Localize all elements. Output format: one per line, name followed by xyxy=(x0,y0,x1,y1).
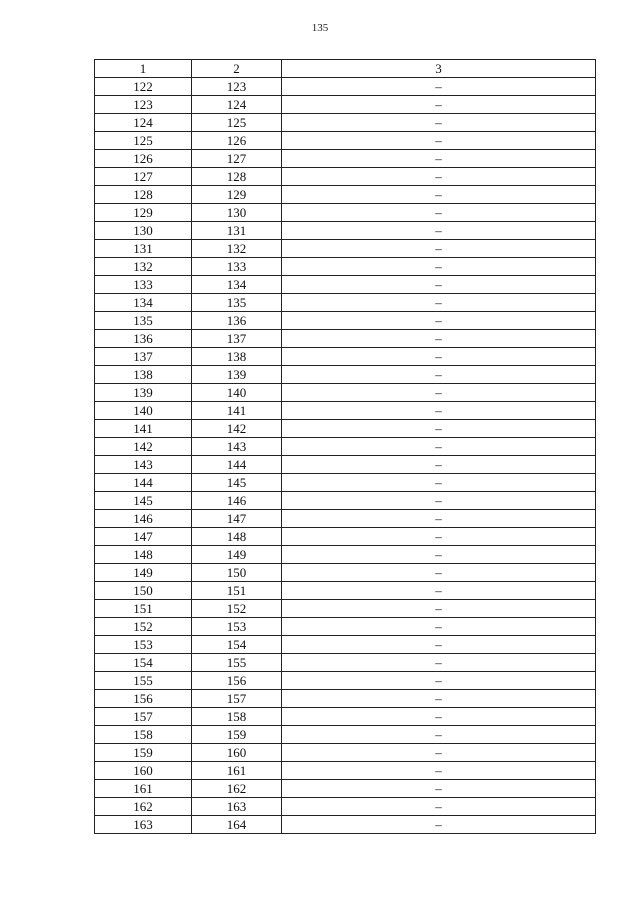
table-cell-col-1: 143 xyxy=(95,456,192,474)
table-cell-col-2: 147 xyxy=(192,510,282,528)
table-cell-col-2: 128 xyxy=(192,168,282,186)
table-cell-col-3: – xyxy=(282,618,596,636)
table-cell-col-2: 133 xyxy=(192,258,282,276)
table-row xyxy=(95,492,596,510)
data-table-container xyxy=(94,59,595,834)
table-cell-col-1: 163 xyxy=(95,816,192,834)
table-cell-col-3: – xyxy=(282,528,596,546)
table-cell-col-3: – xyxy=(282,366,596,384)
table-cell-col-3: – xyxy=(282,222,596,240)
table-cell-col-2: 134 xyxy=(192,276,282,294)
table-row xyxy=(95,168,596,186)
table-cell-col-3: – xyxy=(282,672,596,690)
table-cell-col-2: 161 xyxy=(192,762,282,780)
table-row xyxy=(95,420,596,438)
table-cell-col-3: – xyxy=(282,546,596,564)
table-cell-col-2: 156 xyxy=(192,672,282,690)
table-cell-col-1: 138 xyxy=(95,366,192,384)
table-cell-col-2: 126 xyxy=(192,132,282,150)
table-cell-col-3: – xyxy=(282,96,596,114)
table-cell-col-2: 157 xyxy=(192,690,282,708)
table-row xyxy=(95,654,596,672)
table-row xyxy=(95,114,596,132)
table-cell-col-3: – xyxy=(282,438,596,456)
table-cell-col-1: 162 xyxy=(95,798,192,816)
column-header-2: 2 xyxy=(192,60,282,78)
table-cell-col-2: 129 xyxy=(192,186,282,204)
table-cell-col-1: 157 xyxy=(95,708,192,726)
table-cell-col-2: 148 xyxy=(192,528,282,546)
table-cell-col-1: 140 xyxy=(95,402,192,420)
table-cell-col-3: – xyxy=(282,744,596,762)
table-cell-col-3: – xyxy=(282,330,596,348)
table-row xyxy=(95,564,596,582)
table-cell-col-1: 145 xyxy=(95,492,192,510)
page-number: 135 xyxy=(311,22,329,34)
table-cell-col-2: 125 xyxy=(192,114,282,132)
table-cell-col-1: 159 xyxy=(95,744,192,762)
table-cell-col-2: 123 xyxy=(192,78,282,96)
table-header xyxy=(95,60,596,78)
table-cell-col-2: 159 xyxy=(192,726,282,744)
table-row xyxy=(95,546,596,564)
table-cell-col-2: 131 xyxy=(192,222,282,240)
table-cell-col-1: 149 xyxy=(95,564,192,582)
table-cell-col-2: 160 xyxy=(192,744,282,762)
table-cell-col-1: 126 xyxy=(95,150,192,168)
table-row xyxy=(95,708,596,726)
table-cell-col-1: 147 xyxy=(95,528,192,546)
table-cell-col-1: 139 xyxy=(95,384,192,402)
table-cell-col-2: 144 xyxy=(192,456,282,474)
table-row xyxy=(95,672,596,690)
table-row xyxy=(95,384,596,402)
table-cell-col-1: 134 xyxy=(95,294,192,312)
table-cell-col-1: 154 xyxy=(95,654,192,672)
table-row xyxy=(95,204,596,222)
table-cell-col-2: 151 xyxy=(192,582,282,600)
table-cell-col-2: 142 xyxy=(192,420,282,438)
table-cell-col-3: – xyxy=(282,204,596,222)
table-cell-col-2: 143 xyxy=(192,438,282,456)
table-cell-col-3: – xyxy=(282,348,596,366)
table-row xyxy=(95,258,596,276)
table-row xyxy=(95,276,596,294)
table-cell-col-1: 151 xyxy=(95,600,192,618)
table-row xyxy=(95,762,596,780)
table-row xyxy=(95,150,596,168)
table-row xyxy=(95,348,596,366)
table-cell-col-1: 123 xyxy=(95,96,192,114)
table-cell-col-2: 152 xyxy=(192,600,282,618)
table-cell-col-3: – xyxy=(282,240,596,258)
table-cell-col-1: 131 xyxy=(95,240,192,258)
table-cell-col-3: – xyxy=(282,420,596,438)
table-cell-col-1: 125 xyxy=(95,132,192,150)
table-row xyxy=(95,402,596,420)
table-cell-col-3: – xyxy=(282,690,596,708)
table-cell-col-1: 135 xyxy=(95,312,192,330)
table-cell-col-3: – xyxy=(282,510,596,528)
table-cell-col-1: 146 xyxy=(95,510,192,528)
table-cell-col-2: 127 xyxy=(192,150,282,168)
table-cell-col-1: 141 xyxy=(95,420,192,438)
table-row xyxy=(95,330,596,348)
table-cell-col-2: 146 xyxy=(192,492,282,510)
table-row xyxy=(95,294,596,312)
table-row xyxy=(95,312,596,330)
table-cell-col-3: – xyxy=(282,114,596,132)
table-row xyxy=(95,510,596,528)
table-row xyxy=(95,78,596,96)
table-cell-col-3: – xyxy=(282,150,596,168)
table-cell-col-2: 139 xyxy=(192,366,282,384)
table-cell-col-3: – xyxy=(282,600,596,618)
table-row xyxy=(95,636,596,654)
table-row xyxy=(95,798,596,816)
table-cell-col-1: 128 xyxy=(95,186,192,204)
table-cell-col-2: 150 xyxy=(192,564,282,582)
table-cell-col-3: – xyxy=(282,294,596,312)
table-cell-col-3: – xyxy=(282,168,596,186)
table-cell-col-1: 161 xyxy=(95,780,192,798)
table-body xyxy=(95,78,596,834)
table-cell-col-1: 137 xyxy=(95,348,192,366)
table-cell-col-3: – xyxy=(282,564,596,582)
table-cell-col-2: 141 xyxy=(192,402,282,420)
table-cell-col-3: – xyxy=(282,780,596,798)
table-cell-col-1: 122 xyxy=(95,78,192,96)
table-row xyxy=(95,582,596,600)
table-cell-col-2: 135 xyxy=(192,294,282,312)
table-cell-col-3: – xyxy=(282,636,596,654)
table-cell-col-2: 153 xyxy=(192,618,282,636)
table-cell-col-1: 150 xyxy=(95,582,192,600)
table-row xyxy=(95,618,596,636)
table-cell-col-1: 124 xyxy=(95,114,192,132)
table-cell-col-3: – xyxy=(282,132,596,150)
table-cell-col-2: 158 xyxy=(192,708,282,726)
table-row xyxy=(95,222,596,240)
table-cell-col-1: 127 xyxy=(95,168,192,186)
table-cell-col-2: 163 xyxy=(192,798,282,816)
table-cell-col-3: – xyxy=(282,654,596,672)
table-cell-col-3: – xyxy=(282,726,596,744)
table-cell-col-2: 155 xyxy=(192,654,282,672)
table-row xyxy=(95,690,596,708)
header-row xyxy=(95,60,596,78)
table-cell-col-3: – xyxy=(282,708,596,726)
table-row xyxy=(95,600,596,618)
table-cell-col-2: 145 xyxy=(192,474,282,492)
table-cell-col-2: 130 xyxy=(192,204,282,222)
table-cell-col-1: 152 xyxy=(95,618,192,636)
table-cell-col-3: – xyxy=(282,816,596,834)
table-cell-col-3: – xyxy=(282,402,596,420)
table-row xyxy=(95,366,596,384)
data-table xyxy=(94,59,596,834)
table-cell-col-2: 124 xyxy=(192,96,282,114)
table-cell-col-1: 133 xyxy=(95,276,192,294)
table-cell-col-3: – xyxy=(282,258,596,276)
table-row xyxy=(95,474,596,492)
table-cell-col-1: 155 xyxy=(95,672,192,690)
table-cell-col-2: 132 xyxy=(192,240,282,258)
table-cell-col-1: 132 xyxy=(95,258,192,276)
table-cell-col-1: 142 xyxy=(95,438,192,456)
table-cell-col-3: – xyxy=(282,312,596,330)
table-row xyxy=(95,780,596,798)
table-cell-col-1: 136 xyxy=(95,330,192,348)
table-cell-col-2: 138 xyxy=(192,348,282,366)
table-row xyxy=(95,528,596,546)
table-cell-col-3: – xyxy=(282,798,596,816)
table-cell-col-1: 130 xyxy=(95,222,192,240)
table-row xyxy=(95,96,596,114)
table-cell-col-1: 158 xyxy=(95,726,192,744)
table-cell-col-2: 154 xyxy=(192,636,282,654)
table-cell-col-3: – xyxy=(282,492,596,510)
table-cell-col-3: – xyxy=(282,276,596,294)
table-cell-col-2: 140 xyxy=(192,384,282,402)
table-cell-col-2: 137 xyxy=(192,330,282,348)
table-row xyxy=(95,816,596,834)
table-cell-col-3: – xyxy=(282,456,596,474)
table-row xyxy=(95,744,596,762)
table-cell-col-2: 136 xyxy=(192,312,282,330)
table-cell-col-1: 156 xyxy=(95,690,192,708)
table-cell-col-2: 149 xyxy=(192,546,282,564)
column-header-3: 3 xyxy=(282,60,596,78)
table-cell-col-1: 129 xyxy=(95,204,192,222)
table-cell-col-3: – xyxy=(282,474,596,492)
table-cell-col-1: 153 xyxy=(95,636,192,654)
table-row xyxy=(95,438,596,456)
table-cell-col-3: – xyxy=(282,384,596,402)
column-header-1: 1 xyxy=(95,60,192,78)
table-cell-col-2: 164 xyxy=(192,816,282,834)
table-cell-col-3: – xyxy=(282,78,596,96)
table-row xyxy=(95,132,596,150)
table-cell-col-3: – xyxy=(282,582,596,600)
table-row xyxy=(95,240,596,258)
table-row xyxy=(95,186,596,204)
table-cell-col-1: 148 xyxy=(95,546,192,564)
table-row xyxy=(95,456,596,474)
table-row xyxy=(95,726,596,744)
table-cell-col-1: 160 xyxy=(95,762,192,780)
table-cell-col-2: 162 xyxy=(192,780,282,798)
table-cell-col-1: 144 xyxy=(95,474,192,492)
table-cell-col-3: – xyxy=(282,762,596,780)
table-cell-col-3: – xyxy=(282,186,596,204)
